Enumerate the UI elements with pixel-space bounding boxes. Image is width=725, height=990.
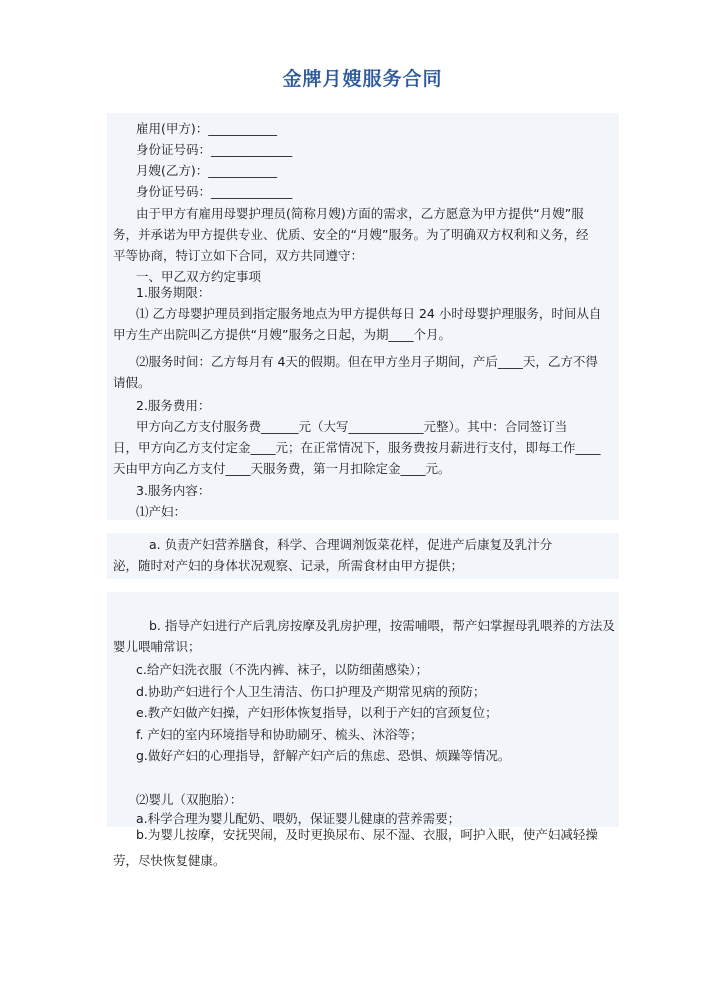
content-heading: 3.服务内容： [136,483,211,498]
nanny-field: 月嫂(乙方)：___________ [136,163,278,178]
mother-item-a: 泌，随时对产妇的身体状况观察、记录，所需食材由甲方提供； [113,558,464,573]
baby-heading: ⑵婴儿（双胞胎）： [136,792,243,807]
nanny-id-field: 身份证号码：_____________ [136,184,293,199]
fee-heading: 2.服务费用： [136,398,211,413]
baby-item-a: a.科学合理为婴儿配奶、喂奶，保证婴儿健康的营养需要； [136,811,461,826]
mother-item: g.做好产妇的心理指导，舒解产妇产后的焦虑、恐惧、烦躁等情况。 [136,748,511,763]
document-title: 金牌月嫂服务合同 [282,68,443,90]
intro-line: 务，并承诺为甲方提供专业、优质、安全的“月嫂”服务。为了明确双方权利和义务，经 [113,227,589,242]
fee-clause: 日，甲方向乙方支付定金____元；在正常情况下，服务费按月薪进行支付，即每工作____ [113,440,601,455]
baby-item-b: 劳，尽快恢复健康。 [113,853,226,868]
mother-item: e.教产妇做产妇操，产妇形体恢复指导，以利于产妇的宫颈复位； [136,705,498,720]
mother-item: c.给产妇洗衣服（不洗内裤、袜子，以防细菌感染）； [136,662,429,677]
service-time-clause: 请假。 [113,375,151,390]
mother-item-b: b. 指导产妇进行产后乳房按摩及乳房护理，按需哺喂，帮产妇掌握母乳喂养的方法及 [149,618,615,633]
mother-item: d.协助产妇进行个人卫生清洁、伤口护理及产期常见病的预防； [136,684,486,699]
baby-item-b: b.为婴儿按摩，安抚哭闹，及时更换尿布、尿不湿、衣服，呵护入眠，使产妇减轻操 [136,827,598,842]
period-clause: 甲方生产出院叫乙方提供“月嫂”服务之日起，为期____个月。 [113,327,451,342]
mother-item: f. 产妇的室内环境指导和协助刷牙、梳头、沐浴等； [136,727,423,742]
intro-line: 由于甲方有雇用母婴护理员(简称月嫂)方面的需求，乙方愿意为甲方提供“月嫂”服 [136,206,584,221]
period-heading: 1.服务期限： [136,285,211,300]
mother-item-b: 婴儿喂哺常识； [113,639,201,654]
mother-item-a: a. 负责产妇营养膳食，科学、合理调剂饭菜花样，促进产后康复及乳汁分 [149,537,553,552]
employer-field: 雇用(甲方)：___________ [136,121,278,136]
fee-clause: 天由甲方向乙方支付____天服务费，第一月扣除定金____元。 [113,461,451,476]
service-time-clause: ⑵服务时间：乙方每月有 4天的假期。但在甲方坐月子期间，产后____天，乙方不得 [136,354,598,369]
intro-line: 平等协商，特订立如下合同，双方共同遵守： [113,248,364,263]
fee-clause: 甲方向乙方支付服务费______元（大写____________元整）。其中：合同签订当 [136,419,568,434]
mother-heading: ⑴产妇： [136,504,187,519]
section-heading: 一、甲乙双方约定事项 [136,269,262,284]
period-clause: ⑴ 乙方母婴护理员到指定服务地点为甲方提供每日 24 小时母婴护理服务，时间从自 [136,306,602,321]
employer-id-field: 身份证号码：_____________ [136,142,293,157]
